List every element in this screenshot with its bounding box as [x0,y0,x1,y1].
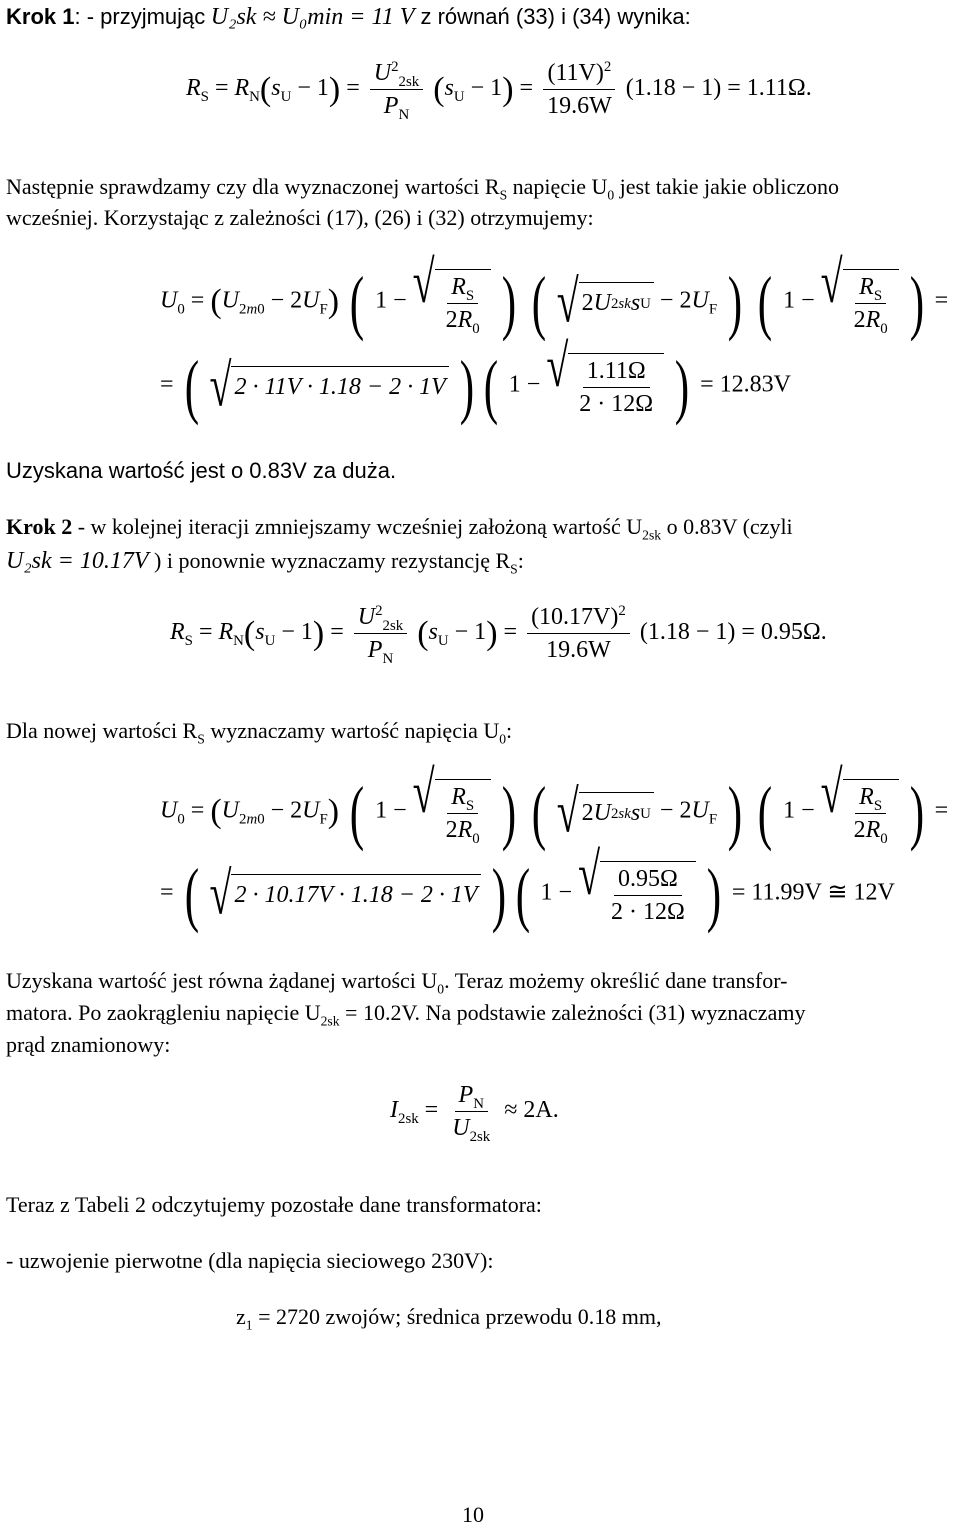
p2-text-a: Dla nowej wartości R [6,718,198,743]
rs2-tail: (1.18 − 1) = 0.95Ω. [639,619,827,646]
equation-u0-2-row-1: $U_0 = (U_{2m0} - 2U_F)$ ( 1 − √ $\frac{R_S}{2R_0}$ ) ( √ 2 U 2sk s U − $2U_F$ ) ( 1 − √ $\frac{R_S}{2R_0}$ ) = [160,758,949,852]
krok1-line [6,2,691,32]
p6-text: = 2720 zwojów; średnica przewodu 0.18 mm, [252,1304,662,1329]
p3-text-b: . Teraz możemy określić dane transfor- [444,968,788,993]
u0-1-result: = 12.83V [700,371,791,398]
p3-text-d: = 10.2V. Na podstawie zależności (31) wyznaczamy [339,1000,806,1025]
krok2-inline-eq: U₂sk = 10.17V [6,548,149,574]
i-lhs-sub: 2sk [398,1110,419,1127]
p2-sub-s: S [197,731,205,747]
krok2-line-1 [6,512,793,542]
equation-rs-1: $R_S = R_N(s_U - 1)$ = $\frac{U^2_{2sk}}{P_N}$ $(s_U - 1)$ = $\frac{(11V)^2}{19.6W}$ (1.18 − 1) = 1.11Ω. [186,59,812,123]
u0-2-row2-num: 0.95Ω [614,864,682,896]
rs2-den-value: 19.6W [546,637,611,663]
rs2-num-value: (10.17V) [531,604,619,630]
paragraph-2 [6,716,512,746]
u0-1-row2-den: 2 · 12Ω [579,391,654,417]
paragraph-3-line-3: prąd znamionowy: [6,1032,171,1057]
equation-rs-2: $R_S = R_N(s_U - 1)$ = $\frac{U^2_{2sk}}{P_N}$ $(s_U - 1)$ = $\frac{(10.17V)^2}{19.6W}$ (1.18 − 1) = 0.95Ω. [170,603,827,667]
p1-sub-0: 0 [607,187,615,203]
p1-text-a: Następnie sprawdzamy czy dla wyznaczonej wartości R [6,174,500,199]
krok1-inline-eq: U₂sk ≈ U₀min = 11 V [210,4,415,30]
p2-text-end: : [506,718,513,743]
krok2-text-b: o 0.83V (czyli [661,514,793,539]
paragraph-3-line-2 [6,998,805,1028]
krok2-text-c: ) i ponownie wyznaczamy rezystancję R [148,548,511,573]
p6-sub: 1 [245,1317,253,1333]
krok2-line-2 [6,546,524,576]
paragraph-4: Teraz z Tabeli 2 odczytujemy pozostałe dane transformatora: [6,1192,542,1217]
i-den: U [452,1115,470,1141]
u0-1-row2-num: 1.11Ω [583,356,650,388]
u0-1-row2-expr: 2 · 11V · 1.18 − 2 · 1V [234,374,446,400]
rs1-den-value: 19.6W [547,93,612,119]
p1-sub-s: S [499,187,508,203]
i-result: ≈ 2A. [504,1097,559,1124]
krok1-label: Krok 1 [6,4,75,29]
i-num-sub: N [473,1095,484,1112]
page-number: 10 [462,1502,484,1527]
p3-sub-2sk: 2sk [320,1013,340,1029]
equation-i2sk: $I_{2sk}$ = $\frac{P_N}{U_{2sk}}$ ≈ 2A. [390,1082,559,1145]
p6-z: z [236,1304,246,1329]
paragraph-5: - uzwojenie pierwotne (dla napięcia sieciowego 230V): [6,1248,494,1273]
paragraph-6 [236,1302,662,1332]
i-lhs: I [390,1097,398,1124]
equation-u0-2-row-2: = ( √ 2 · 10.17V · 1.18 − 2 · 1V ) ( 1 − √ $\frac{0.95\Omega}{2 \cdot 12\Omega}$ ) = 11.99V ≅ 12V [160,840,895,934]
p1-text-b: napięcie U [507,174,608,199]
equation-u0-1-row-2: = ( √ 2 · 11V · 1.18 − 2 · 1V ) ( 1 − √ $\frac{1.11\Omega}{2 \cdot 12\Omega}$ ) = 12.83V [160,332,791,426]
i-den-sub: 2sk [469,1128,491,1145]
paragraph-3-line-1 [6,966,787,996]
krok2-sub-s: S [510,561,518,577]
rs1-tail: (1.18 − 1) = 1.11Ω. [625,75,812,102]
p2-sub-0: 0 [499,731,507,747]
note-1: Uzyskana wartość jest o 0.83V za duża. [6,458,397,483]
p3-text-a: Uzyskana wartość jest równa żądanej wartości U [6,968,438,993]
u0-2-row2-expr: 2 · 10.17V · 1.18 − 2 · 1V [234,882,478,908]
krok2-sub: 2sk [642,527,662,543]
krok2-text-a: - w kolejnej iteracji zmniejszamy wcześniej założoną wartość U [72,514,643,539]
u0-2-result: = 11.99V ≅ 12V [731,879,895,906]
krok2-label: Krok 2 [6,514,73,539]
p3-sub-0: 0 [437,981,445,997]
krok1-intro: : - przyjmując [74,4,206,29]
p1-text-c: jest takie jakie obliczono [614,174,839,199]
p3-text-c: matora. Po zaokrągleniu napięcie U [6,1000,321,1025]
paragraph-1-line-2: wcześniej. Korzystając z zależności (17), (26) i (32) otrzymujemy: [6,205,594,230]
paragraph-1-line-1 [6,172,839,202]
krok2-text-end: : [517,548,524,573]
equation-u0-1-row-1: $U_0 = (U_{2m0} - 2U_F)$ ( 1 − √ $\frac{R_S}{2R_0}$ ) ( √ 2 U 2sk s U − $2U_F$ ) ( 1 − √ $\frac{R_S}{2R_0}$ ) = [160,248,949,342]
p2-text-b: wyznaczamy wartość napięcia U [204,718,500,743]
krok1-rest: z równań (33) i (34) wynika: [414,4,691,29]
i-num: P [458,1082,474,1108]
u0-2-row2-den: 2 · 12Ω [611,899,685,925]
rs1-num-value: (11V) [547,60,604,86]
